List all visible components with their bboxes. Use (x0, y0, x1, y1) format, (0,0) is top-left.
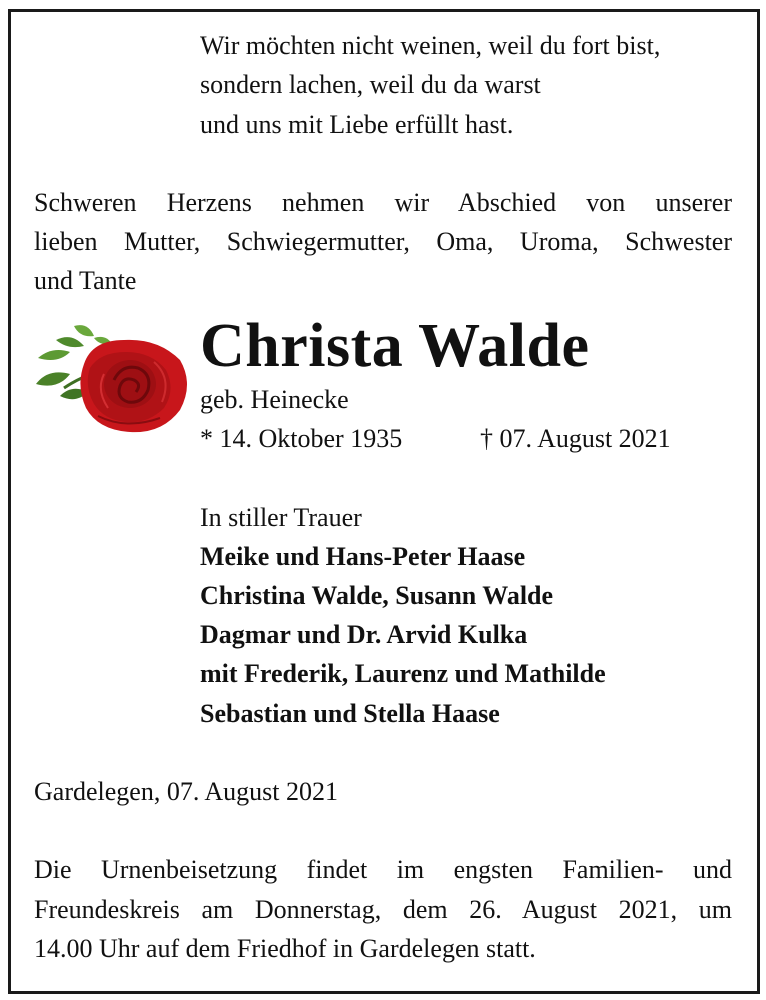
funeral-line-1: Die Urnenbeisetzung findet im engsten Familien- und (34, 855, 732, 884)
death-date: † 07. August 2021 (480, 424, 671, 453)
obituary-frame (8, 9, 760, 994)
poem-line-2: sondern lachen, weil du da warst (200, 70, 541, 99)
intro-line-2: lieben Mutter, Schwiegermutter, Oma, Uroma, Schwester (34, 227, 732, 256)
intro-line-3: und Tante (34, 266, 137, 295)
mourner-line-2: Christina Walde, Susann Walde (200, 581, 554, 610)
mourner-line-4: mit Frederik, Laurenz und Mathilde (200, 659, 606, 688)
poem-line-1: Wir möchten nicht weinen, weil du fort bist, (200, 31, 661, 60)
maiden-name: geb. Heinecke (200, 385, 349, 414)
mourner-line-1: Meike und Hans-Peter Haase (200, 542, 526, 571)
deceased-name: Christa Walde (200, 312, 590, 380)
funeral-line-2: Freundeskreis am Donnerstag, dem 26. August 2021, um (34, 895, 732, 924)
mourning-heading: In stiller Trauer (200, 503, 362, 532)
funeral-line-3: 14.00 Uhr auf dem Friedhof in Gardelegen statt. (34, 934, 536, 963)
poem-line-3: und uns mit Liebe erfüllt hast. (200, 110, 514, 139)
mourner-line-3: Dagmar und Dr. Arvid Kulka (200, 620, 528, 649)
red-rose-icon (34, 318, 194, 436)
mourner-line-5: Sebastian und Stella Haase (200, 699, 500, 728)
intro-line-1: Schweren Herzens nehmen wir Abschied von unserer (34, 188, 732, 217)
place-date: Gardelegen, 07. August 2021 (34, 777, 339, 806)
birth-date: * 14. Oktober 1935 (200, 424, 403, 453)
